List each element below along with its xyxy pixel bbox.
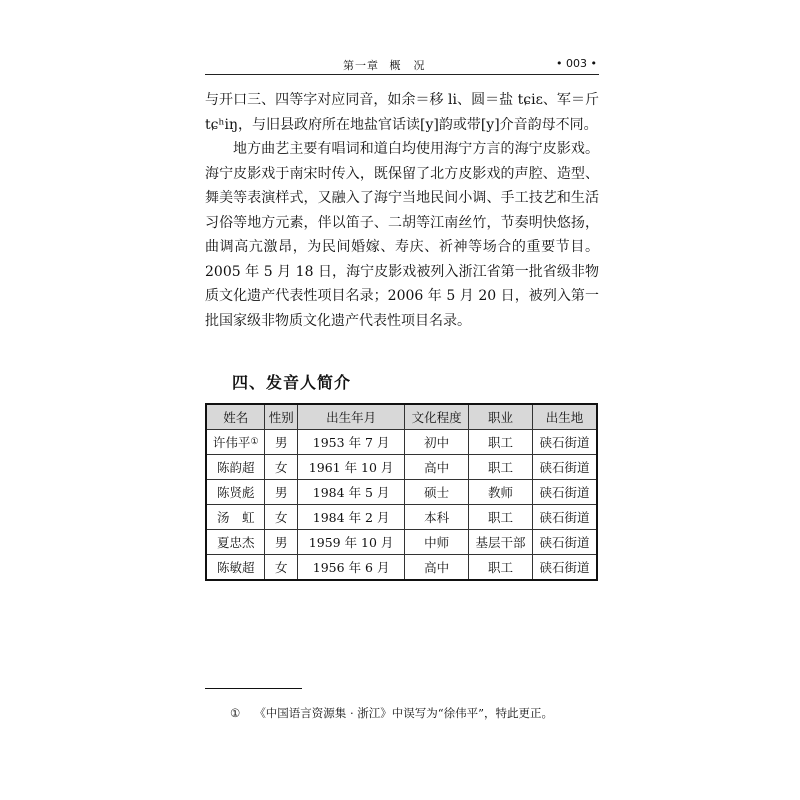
cell-birthplace: 硖石街道	[532, 555, 597, 581]
cell-occupation: 职工	[469, 555, 533, 581]
cell-name: 陈韵超	[206, 455, 265, 480]
page-number: • 003 •	[556, 57, 597, 70]
cell-birthplace: 硖石街道	[532, 505, 597, 530]
header-gender: 性别	[265, 404, 298, 430]
cell-education: 硕士	[405, 480, 469, 505]
cell-name: 陈贤彪	[206, 480, 265, 505]
footnote-text: 《中国语言资源集 · 浙江》中误写为“徐伟平”，特此更正。	[254, 706, 554, 720]
cell-birth: 1984 年 5 月	[298, 480, 405, 505]
table-row	[206, 530, 597, 555]
paragraph-continued: 与开口三、四等字对应同音，如余＝移 li、圆＝盐 tɕiɛ、军＝斤 tɕʰiŋ，与旧县政府所在地盐官话读[y]韵或带[y]介音韵母不同。	[205, 92, 599, 133]
cell-birth: 1984 年 2 月	[298, 505, 405, 530]
table-row	[206, 555, 597, 581]
footnote-divider	[205, 688, 302, 689]
cell-education: 高中	[405, 455, 469, 480]
cell-occupation: 基层干部	[469, 530, 533, 555]
paragraph-shadow-play: 地方曲艺主要有唱词和道白均使用海宁方言的海宁皮影戏。海宁皮影戏于南宋时传入，既保留了北方皮影戏的声腔、造型、舞美等表演样式，又融入了海宁当地民间小调、手工技艺和生活习俗等地方元素，伴以笛子、二胡等江南丝竹，节奏明快悠扬，曲调高亢激昂，为民间婚嫁、寿庆、祈神等场合的重要节目。2005 年 5 月 18 日，海宁皮影戏被列入浙江省第一批省级非物质文化遗产代表性项目名录；2006 年 5 月 20 日，被列入第一批国家级非物质文化遗产代表性项目名录。	[205, 141, 599, 329]
cell-occupation: 职工	[469, 455, 533, 480]
chapter-label: 第一章	[343, 59, 379, 72]
body-text	[205, 88, 599, 333]
table-row	[206, 430, 597, 455]
cell-birth: 1961 年 10 月	[298, 455, 405, 480]
cell-name	[206, 430, 265, 455]
cell-occupation: 职工	[469, 505, 533, 530]
header-education: 文化程度	[405, 404, 469, 430]
cell-occupation: 教师	[469, 480, 533, 505]
cell-gender: 男	[265, 480, 298, 505]
cell-name: 陈敏超	[206, 555, 265, 581]
table-row	[206, 455, 597, 480]
cell-birthplace: 硖石街道	[532, 455, 597, 480]
running-header	[205, 54, 599, 75]
speakers-table	[205, 403, 598, 581]
cell-birthplace: 硖石街道	[532, 530, 597, 555]
cell-birthplace: 硖石街道	[532, 480, 597, 505]
cell-gender: 男	[265, 430, 298, 455]
header-occupation: 职业	[469, 404, 533, 430]
chapter-title: 概 况	[389, 59, 426, 72]
cell-gender: 女	[265, 455, 298, 480]
speaker-name: 许伟平	[212, 435, 251, 450]
cell-education: 本科	[405, 505, 469, 530]
table-row	[206, 505, 597, 530]
footnote	[230, 705, 553, 721]
cell-gender: 女	[265, 555, 298, 581]
cell-name: 夏忠杰	[206, 530, 265, 555]
header-birth: 出生年月	[298, 404, 405, 430]
cell-education: 中师	[405, 530, 469, 555]
cell-birthplace: 硖石街道	[532, 430, 597, 455]
header-name: 姓名	[206, 404, 265, 430]
cell-education: 高中	[405, 555, 469, 581]
cell-gender: 女	[265, 505, 298, 530]
cell-education: 初中	[405, 430, 469, 455]
cell-birth: 1953 年 7 月	[298, 430, 405, 455]
footnote-ref: ①	[250, 437, 259, 447]
cell-birth: 1959 年 10 月	[298, 530, 405, 555]
table-row	[206, 480, 597, 505]
section-title: 四、发音人简介	[232, 373, 352, 392]
cell-occupation: 职工	[469, 430, 533, 455]
cell-name: 汤 虹	[206, 505, 265, 530]
cell-gender: 男	[265, 530, 298, 555]
table-header-row	[206, 404, 597, 430]
cell-birth: 1956 年 6 月	[298, 555, 405, 581]
header-birthplace: 出生地	[532, 404, 597, 430]
footnote-mark: ①	[230, 706, 241, 720]
chapter-heading	[343, 57, 432, 73]
